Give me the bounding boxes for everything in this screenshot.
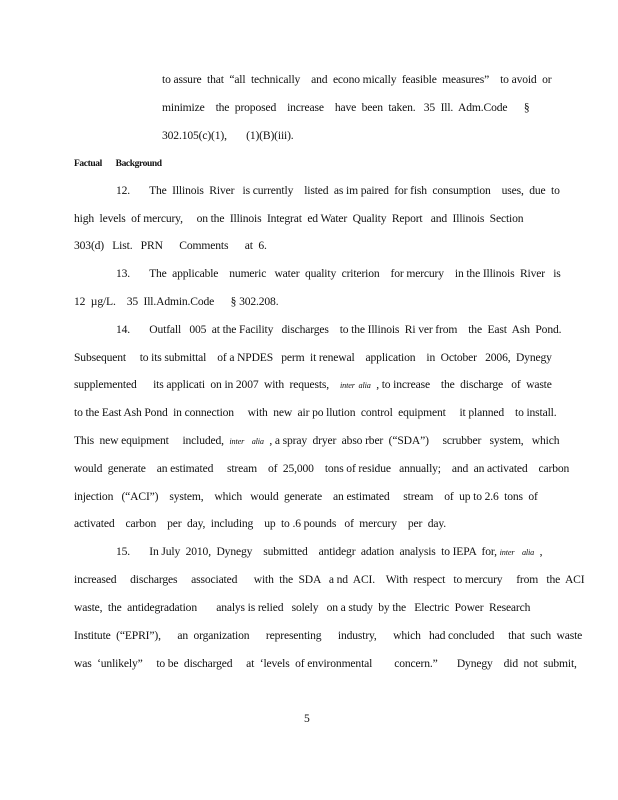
para-14-line-2: Subsequent to its submittal of a NPDES perm it renewal application in October 2006, Dynegy	[74, 351, 552, 364]
para-15-line-1	[116, 545, 542, 560]
para-14-line-5-text-a: This new equipment included,	[74, 434, 230, 447]
para-15-line-1-text-c: ,	[534, 545, 543, 558]
block-line-3: 302.105(c)(1), (1)(B)(iii).	[162, 129, 294, 142]
para-13-line-2: 12 µg/L. 35 Ill.Admin.Code § 302.208.	[74, 295, 279, 308]
para-14-line-1: 14. Outfall 005 at the Facility discharges to the Illinois Ri ver from the East Ash Pond.	[116, 323, 562, 336]
latin-phrase-inter-alia: inter alia	[340, 381, 371, 390]
para-15-line-1-text-a: 15. In July 2010, Dynegy submitted antidegr adation analysis to IEPA for,	[116, 545, 500, 558]
para-15-line-4: Institute (“EPRI”), an organization representing industry, which had concluded that such waste	[74, 629, 583, 642]
latin-phrase-inter-alia: inter alia	[499, 548, 535, 557]
para-14-line-7: injection (“ACI”) system, which would generate an estimated stream of up to 2.6 tons of	[74, 490, 538, 503]
para-12-line-3: 303(d) List. PRN Comments at 6.	[74, 239, 267, 252]
para-14-line-3	[74, 378, 552, 393]
block-line-1: to assure that “all technically and econo mically feasible measures” to avoid or	[162, 73, 552, 86]
para-15-line-3: waste, the antidegradation analys is relied solely on a study by the Electric Power Research	[74, 601, 531, 614]
para-13-line-1: 13. The applicable numeric water quality criterion for mercury in the Illinois River is	[116, 267, 561, 280]
para-14-line-3-text-a: supplemented its applicati on in 2007 with requests,	[74, 378, 341, 391]
para-14-line-5-text-c: , a spray dryer abso rber (“SDA”) scrubber system, which	[263, 434, 560, 447]
para-15-line-2: increased discharges associated with the SDA a nd ACI. With respect to mercury from the ACI	[74, 573, 585, 586]
para-14-line-4: to the East Ash Pond in connection with new air po llution control equipment it planned to install.	[74, 406, 557, 419]
section-heading: Factual Background	[74, 159, 162, 169]
page-number: 5	[304, 712, 310, 725]
para-14-line-3-text-c: , to increase the discharge of waste	[370, 378, 552, 391]
para-15-line-5: was ‘unlikely” to be discharged at ‘levels of environmental concern.” Dynegy did not submit,	[74, 657, 577, 670]
block-line-2: minimize the proposed increase have been taken. 35 Ill. Adm.Code §	[162, 101, 530, 114]
latin-phrase-inter-alia: inter alia	[229, 437, 264, 446]
para-14-line-6: would generate an estimated stream of 25,000 tons of residue annually; and an activated carbon	[74, 462, 570, 475]
para-14-line-8: activated carbon per day, including up to .6 pounds of mercury per day.	[74, 517, 446, 530]
para-12-line-1: 12. The Illinois River is currently listed as im paired for fish consumption uses, due to	[116, 184, 560, 197]
para-12-line-2: high levels of mercury, on the Illinois Integrat ed Water Quality Report and Illinois Section	[74, 212, 524, 225]
para-14-line-5	[74, 434, 559, 449]
